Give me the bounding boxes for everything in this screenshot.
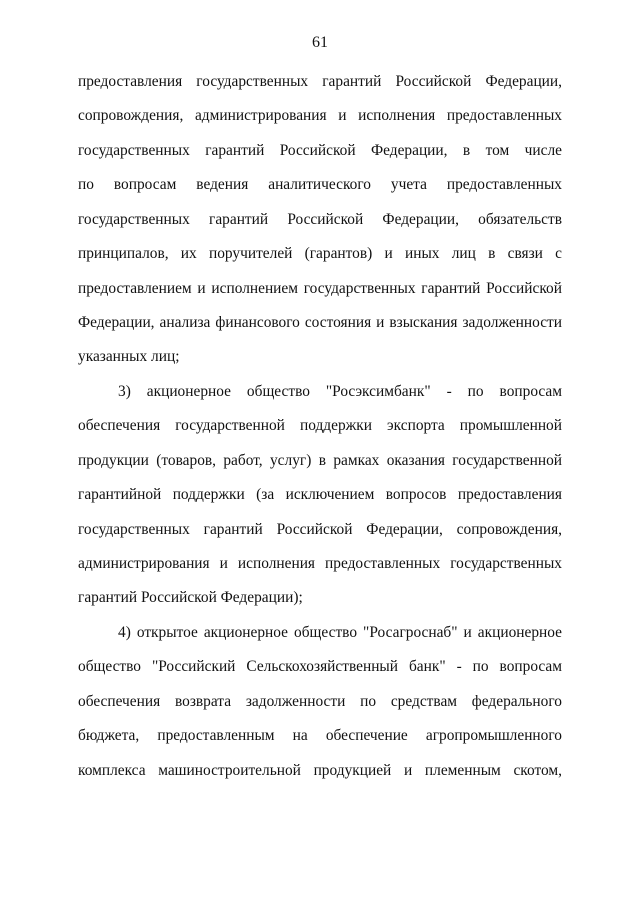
text-line: продукции (товаров, работ, услуг) в рамках оказания государственной (78, 452, 562, 469)
text-line: предоставления государственных гарантий Российской Федерации, (78, 73, 562, 90)
text-line: государственных гарантий Российской Федерации, сопровождения, (78, 521, 562, 538)
text-line: по вопросам ведения аналитического учета предоставленных (78, 176, 562, 193)
text-line: бюджета, предоставленным на обеспечение агропромышленного (78, 727, 562, 744)
text-line: гарантий Российской Федерации); (78, 589, 303, 606)
text-line: государственных гарантий Российской Федерации, в том числе (78, 142, 562, 159)
text-line: гарантийной поддержки (за исключением вопросов предоставления (78, 486, 562, 503)
paragraph-first-line: 3) акционерное общество "Росэксимбанк" - по вопросам (118, 383, 562, 400)
page-number: 61 (312, 34, 328, 51)
text-line: обеспечения государственной поддержки экспорта промышленной (78, 417, 562, 434)
text-line: администрирования и исполнения предоставленных государственных (78, 555, 562, 572)
paragraph-first-line: 4) открытое акционерное общество "Росагроснаб" и акционерное (118, 624, 562, 641)
text-line: комплекса машиностроительной продукцией и племенным скотом, (78, 762, 562, 779)
text-line: обеспечения возврата задолженности по средствам федерального (78, 693, 562, 710)
text-line: общество "Российский Сельскохозяйственный банк" - по вопросам (78, 658, 562, 675)
text-line: государственных гарантий Российской Федерации, обязательств (78, 211, 562, 228)
text-line: предоставлением и исполнением государственных гарантий Российской (78, 280, 562, 297)
text-line: Федерации, анализа финансового состояния и взыскания задолженности (78, 314, 562, 331)
text-line: принципалов, их поручителей (гарантов) и иных лиц в связи с (78, 245, 562, 262)
text-line: сопровождения, администрирования и исполнения предоставленных (78, 107, 562, 124)
text-line: указанных лиц; (78, 348, 180, 365)
